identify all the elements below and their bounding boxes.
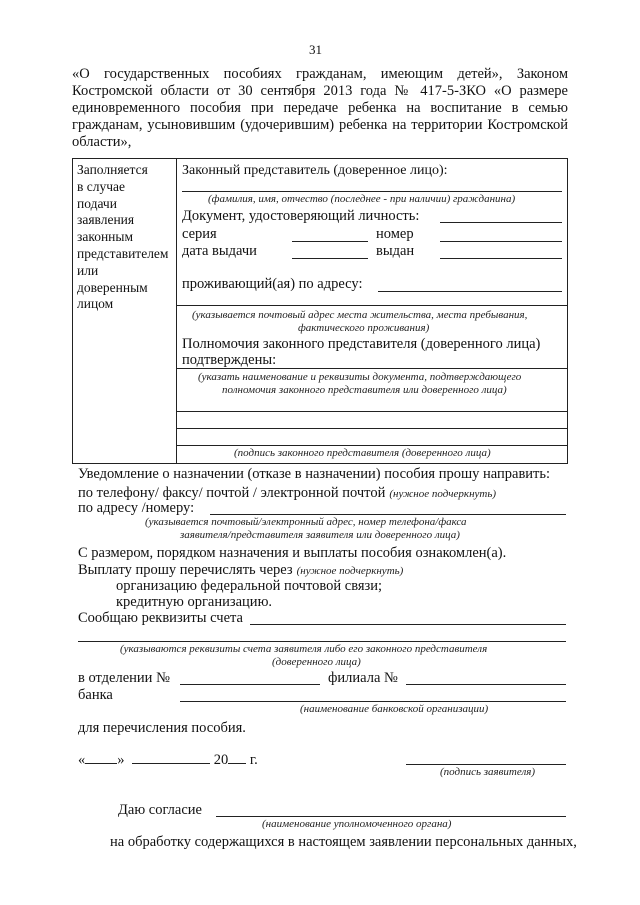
intro-line-2: Костромской области от 30 сентября 2013 года № 417-5-ЗКО «О размере: [72, 83, 568, 99]
table-bottom-border: [72, 463, 568, 464]
consent-line: на обработку содержащихся в настоящем заявлении персональных данных,: [110, 834, 577, 850]
account-field-line-2[interactable]: [78, 641, 566, 642]
intro-line-5: области»,: [72, 134, 132, 150]
account-field-line-1[interactable]: [250, 624, 566, 625]
series-field-line[interactable]: [292, 241, 368, 242]
issue-date-field-line[interactable]: [292, 258, 368, 259]
powers-hint-1: (указать наименование и реквизиты документа, подтверждающего: [198, 371, 522, 383]
applicant-signature-line[interactable]: [406, 764, 566, 765]
page-number: 31: [309, 42, 322, 57]
year-prefix: 20: [213, 752, 229, 768]
left-cell-line: или: [77, 262, 99, 278]
account-hint-2: (доверенного лица): [272, 656, 361, 668]
year-suffix: г.: [249, 752, 258, 768]
payment-option-bank[interactable]: кредитную организацию.: [116, 594, 273, 610]
bank-label: банка: [78, 687, 113, 703]
powers-hint-2: полномочия законного представителя или доверенного лица): [222, 384, 507, 396]
number-label: номер: [376, 226, 414, 242]
powers-label-2: подтверждены:: [182, 352, 277, 368]
notification-line-1: Уведомление о назначении (отказе в назначении) пособия прошу направить:: [78, 466, 551, 482]
legal-rep-label: Законный представитель (доверенное лицо):: [182, 163, 448, 178]
date-line: [78, 751, 258, 769]
left-cell-line: подачи: [77, 195, 117, 211]
table-row-divider-3: [176, 411, 567, 412]
issue-date-label: дата выдачи: [182, 243, 257, 259]
date-close-quote: »: [117, 752, 125, 768]
address-hint-2: фактического проживания): [298, 322, 430, 334]
id-doc-label: Документ, удостоверяющий личность:: [182, 208, 420, 224]
branch-field-line[interactable]: [180, 684, 320, 685]
bank-hint: (наименование банковской организации): [300, 703, 489, 715]
table-left-border: [72, 158, 73, 463]
date-open-quote: «: [78, 752, 86, 768]
account-hint-1: (указываются реквизиты счета заявителя либо его законного представителя: [120, 643, 488, 655]
payment-label: Выплату прошу перечислять через: [78, 562, 293, 578]
left-cell-line: законным: [77, 229, 134, 245]
table-row-divider-5: [176, 445, 567, 446]
payment-option-post[interactable]: организацию федеральной почтовой связи;: [116, 578, 383, 594]
table-right-border: [567, 158, 568, 463]
left-cell-line: доверенным: [77, 279, 148, 295]
notification-address-label: по адресу /номеру:: [78, 500, 195, 516]
table-row-divider-4: [176, 428, 567, 429]
fio-hint: (фамилия, имя, отчество (последнее - при наличии) гражданина): [208, 193, 516, 205]
left-cell-line: Заполняется: [77, 162, 148, 177]
intro-line-4: гражданам, усыновившим (удочерившим) ребенка на территории Костромской: [72, 117, 568, 133]
day-field[interactable]: [85, 751, 117, 764]
account-purpose: для перечисления пособия.: [78, 720, 246, 736]
notification-methods-hint: (нужное подчеркнуть): [389, 488, 497, 500]
powers-label-1: Полномочия законного представителя (доверенного лица): [182, 336, 541, 352]
consent-hint: (наименование уполномоченного органа): [262, 818, 452, 830]
month-field[interactable]: [132, 751, 210, 764]
consent-label: Даю согласие: [118, 802, 202, 818]
series-label: серия: [182, 226, 217, 242]
notification-address-field[interactable]: [210, 514, 566, 515]
left-cell-line: в случае: [77, 178, 126, 194]
table-row-divider-1: [176, 305, 567, 306]
issued-by-label: выдан: [376, 243, 415, 259]
applicant-signature-hint: (подпись заявителя): [440, 766, 536, 778]
consent-authority-field[interactable]: [216, 816, 566, 817]
table-column-divider: [176, 158, 177, 463]
left-cell-line: заявления: [77, 212, 135, 228]
filial-label: филиала №: [328, 670, 398, 686]
branch-label: в отделении №: [78, 670, 170, 686]
table-top-border: [72, 158, 568, 159]
issued-by-field-line[interactable]: [440, 258, 562, 259]
intro-paragraph: [72, 66, 568, 151]
table-left-cell: [77, 162, 168, 313]
payment-line: [78, 561, 403, 579]
notification-hint-2: заявителя/представителя заявителя или доверенного лица): [180, 529, 460, 541]
bank-field-line[interactable]: [180, 701, 566, 702]
notification-methods: по телефону/ факсу/ почтой / электронной почтой: [78, 485, 386, 501]
address-field-line[interactable]: [378, 291, 562, 292]
year-field[interactable]: [228, 751, 246, 764]
id-doc-field-line[interactable]: [440, 222, 562, 223]
account-label: Сообщаю реквизиты счета: [78, 610, 243, 626]
left-cell-line: представителем: [77, 245, 169, 261]
residing-label: проживающий(ая) по адресу:: [182, 276, 363, 292]
rep-signature-hint: (подпись законного представителя (доверенного лица): [234, 447, 491, 459]
acquainted-statement: С размером, порядком назначения и выплаты пособия ознакомлен(а).: [78, 545, 507, 561]
address-hint-1: (указывается почтовый адрес места жительства, места пребывания,: [192, 309, 528, 321]
number-field-line[interactable]: [440, 241, 562, 242]
left-cell-line: лицом: [77, 296, 114, 312]
intro-line-3: единовременного пособия при передаче ребенка на воспитание в семью: [72, 100, 568, 116]
filial-field-line[interactable]: [406, 684, 566, 685]
intro-line-1: «О государственных пособиях гражданам, имеющим детей», Законом: [72, 66, 568, 82]
fio-field-line[interactable]: [182, 191, 562, 192]
payment-hint: (нужное подчеркнуть): [296, 565, 404, 577]
notification-hint-1: (указывается почтовый/электронный адрес, номер телефона/факса: [145, 516, 467, 528]
